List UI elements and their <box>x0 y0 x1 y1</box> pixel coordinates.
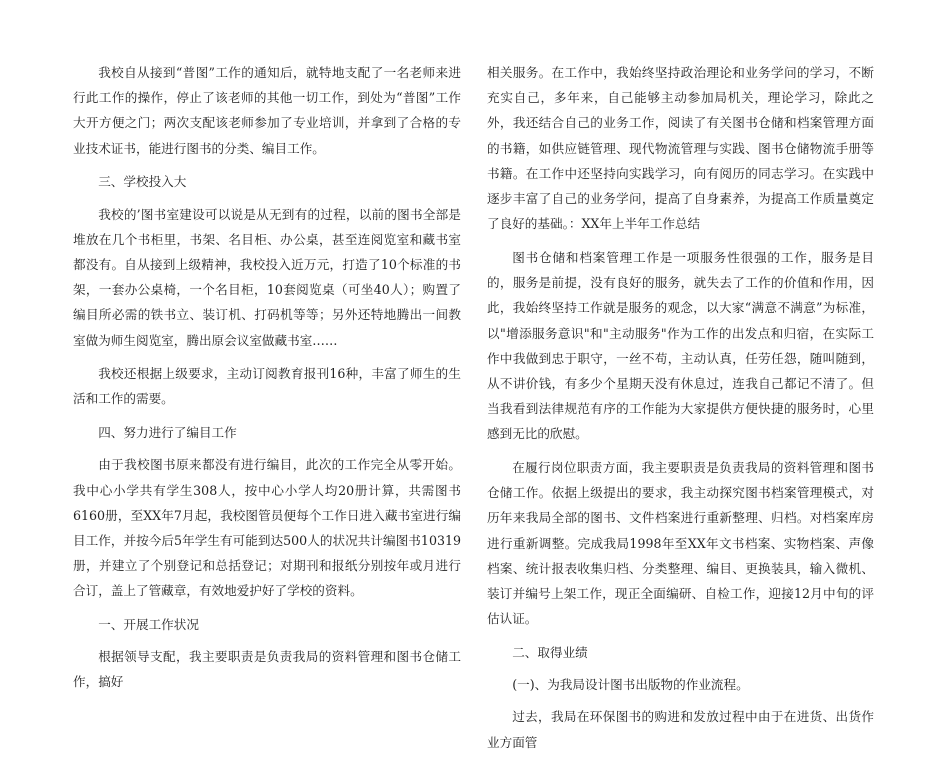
left-column <box>73 60 461 703</box>
paragraph: 我校自从接到“普图”工作的通知后，就特地支配了一名老师来进行此工作的操作，停止了该老师的其他一切工作，到处为“普图”工作大开方便之门；两次支配该老师参加了专业培训，并拿到了合格的专业技术证书，能进行图书的分类、编目工作。 <box>73 65 461 156</box>
paragraph: 在履行岗位职责方面，我主要职责是负责我局的资料管理和图书仓储工作。依据上级提出的要求，我主动探究图书档案管理模式，对历年来我局全部的图书、文件档案进行重新整理、归档。对档案库房进行重新调整。完成我局1998年至XX年文书档案、实物档案、声像档案、统计报表收集归档、分类整理、编目、更换装具，输入微机、装订并编号上架工作，现正全面编研、自检工作，迎接12月中旬的评估认证。 <box>487 460 874 627</box>
section-heading: 一、开展工作状况 <box>98 617 199 633</box>
section-heading: 二、取得业绩 <box>512 644 588 660</box>
paragraph-continuation: 相关服务。在工作中，我始终坚持政治理论和业务学问的学习，不断充实自己，多年来，自己能够主动参加局机关，理论学习，除此之外，我还结合自己的业务工作，阅读了有关图书仓储和档案管理方面的书籍，如供应链管理、现代物流管理与实践、图书仓储物流手册等书籍。在工作中还坚持向实践学习，向有阅历的同志学习。在实践中逐步丰富了自己的业务学问，提高了自身素养，为提高工作质量奠定了良好的基础。：XX年上半年工作总结 <box>487 65 874 232</box>
paragraph: 我校还根据上级要求，主动订阅教育报刊16种，丰富了师生的生活和工作的需要。 <box>73 366 461 407</box>
subsection-heading: (一)、为我局设计图书出版物的作业流程。 <box>512 677 749 693</box>
paragraph: 图书仓储和档案管理工作是一项服务性很强的工作，服务是目的，服务是前提，没有良好的服务，就失去了工作的价值和作用，因此，我始终坚持工作就是服务的观念，以大家“满意不满意”为标准，以"增添服务意识"和"主动服务"作为工作的出发点和归宿，在实际工作中我做到忠于职守，一丝不苟，主动认真，任劳任怨，随叫随到，从不讲价钱，有多少个星期天没有休息过，连我自己都记不清了。但当我看到法律规范有序的工作能为大家提供方便快捷的服务时，心里感到无比的欣慰。 <box>487 249 874 442</box>
section-heading: 三、学校投入大 <box>98 174 187 190</box>
right-column <box>487 60 874 763</box>
paragraph: 过去，我局在环保图书的购进和发放过程中由于在进货、出货作业方面管 <box>487 709 874 750</box>
paragraph: 我校的’图书室建设可以说是从无到有的过程，以前的图书全部是堆放在几个书柜里，书架、名目柜、办公桌，甚至连阅览室和藏书室都没有。自从接到上级精神，我校投入近万元，打造了10个标准的书架，一套办公桌椅，一个名目柜，10套阅览桌（可坐40人）；购置了编目所必需的铁书立、装订机、打码机等等；另外还特地腾出一间教室做为师生阅览室，腾出原会议室做藏书室…… <box>73 206 461 348</box>
paragraph: 根据领导支配，我主要职责是负责我局的资料管理和图书仓储工作，搞好 <box>73 649 461 690</box>
paragraph: 由于我校图书原来都没有进行编目，此次的工作完全从零开始。我中心小学共有学生308人，按中心小学人均20册计算，共需图书6160册，至XX年7月起，我校图管员便每个工作日进入藏书室进行编目工作，并按今后5年学生有可能到达500人的状况共计编图书10319册，并建立了个别登记和总括登记；对期刊和报纸分别按年或月进行合订，盖上了管藏章，有效地爱护好了学校的资料。 <box>73 457 461 599</box>
section-heading: 四、努力进行了编目工作 <box>98 425 237 441</box>
